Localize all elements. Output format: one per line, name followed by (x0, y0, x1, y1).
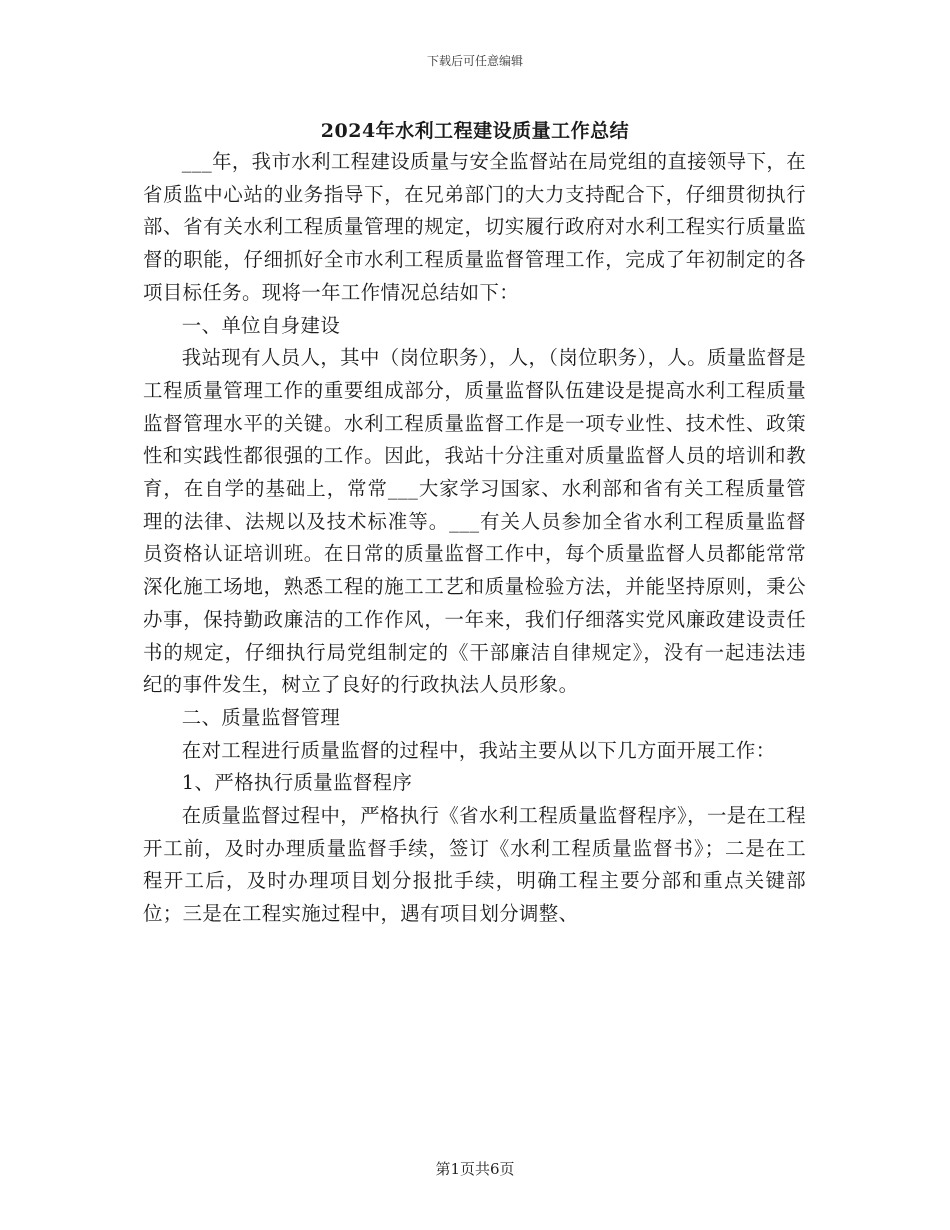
section-heading-1: 一、单位自身建设 (181, 313, 341, 337)
paragraph-intro: ___年，我市水利工程建设质量与安全监督站在局党组的直接领导下，在省质监中心站的业务指导下，在兄弟部门的大力支持配合下，仔细贯彻执行部、省有关水利工程质量管理的规定，切实履行政府对水利工程实行质量监督的职能，仔细抓好全市水利工程质量监督管理工作，完成了年初制定的各项目标任务。现将一年工作情况总结如下： (143, 150, 806, 304)
page-header-note: 下载后可任意编辑 (426, 54, 523, 68)
paragraph-supervision-procedure: 在质量监督过程中，严格执行《省水利工程质量监督程序》，一是在工程开工前，及时办理质量监督手续，签订《水利工程质量监督书》；二是在工程开工后，及时办理项目划分报批手续，明确工程主要分部和重点关键部位；三是在工程实施过程中，遇有项目划分调整、 (143, 804, 806, 926)
document-body (143, 146, 806, 931)
section-heading-2: 二、质量监督管理 (181, 705, 341, 729)
page-number: 第1页共6页 (435, 1160, 515, 1178)
paragraph-unit-building: 我站现有人员人，其中（岗位职务），人，（岗位职务），人。质量监督是工程质量管理工作的重要组成部分，质量监督队伍建设是提高水利工程质量监督管理水平的关键。水利工程质量监督工作是一项专业性、技术性、政策性和实践性都很强的工作。因此，我站十分注重对质量监督人员的培训和教育，在自学的基础上，常常___大家学习国家、水利部和省有关工程质量管理的法律、法规以及技术标准等。___有关人员参加全省水利工程质量监督员资格认证培训班。在日常的质量监督工作中，每个质量监督人员都能常常深化施工场地，熟悉工程的施工工艺和质量检验方法，并能坚持原则，秉公办事，保持勤政廉洁的工作作风，一年来，我们仔细落实党风廉政建设责任书的规定，仔细执行局党组制定的《干部廉洁自律规定》，没有一起违法违纪的事件发生，树立了良好的行政执法人员形象。 (143, 346, 806, 697)
paragraph-supervision-intro: 在对工程进行质量监督的过程中，我站主要从以下几方面开展工作： (181, 738, 776, 762)
document-title: 2024年水利工程建设质量工作总结 (320, 120, 630, 142)
subsection-heading-1: 1、严格执行质量监督程序 (181, 771, 413, 795)
